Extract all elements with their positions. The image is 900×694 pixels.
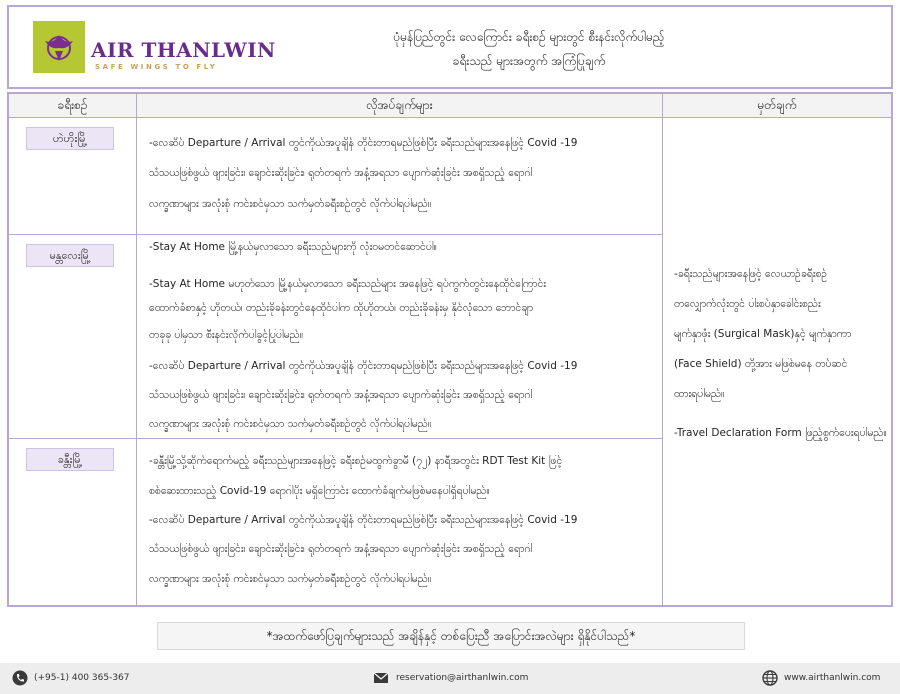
globe-icon <box>762 670 778 686</box>
brand-tagline: SAFE WINGS TO FLY <box>95 63 218 71</box>
column-header-requirements: လိုအပ်ချက်များ <box>137 94 662 117</box>
requirement-line: -Stay At Home မဟုတ်သော မြို့နယ်မှလာသော ခရီးသည်များ အနေဖြင့် ရပ်ကွက်တွင်းနေထိုင်ကြောင်း <box>149 278 546 290</box>
route-label-mandalay: မန္တလေးမြို့ <box>26 244 114 267</box>
footer-website[interactable] <box>762 669 880 687</box>
disclaimer-notice: *အထက်ဖော်ပြချက်များသည် အချိန်နှင့် တစ်ပြေးညီ အပြောင်းအလဲများ ရှိနိုင်ပါသည်* <box>157 622 745 650</box>
page-title-line1: ပုံမှန်ပြည်တွင်း လေကြောင်း ခရီးစဉ် များတွင် စီးနင်းလိုက်ပါမည့် <box>393 30 665 44</box>
requirement-line: သံသယဖြစ်ဖွယ် ဖျားခြင်း၊ ချောင်းဆိုးခြင်း၊ ရုတ်တရက် အနံ့အရသာ ပျောက်ဆုံးခြင်း အစရှိသည့် ရောဂါ <box>149 389 533 401</box>
advisory-table <box>7 92 893 607</box>
row-divider <box>9 438 662 439</box>
remark-line: မျက်နှာဖုံး (Surgical Mask)နှင့် မျက်နှာကာ <box>674 328 852 340</box>
requirement-line: စစ်ဆေးထားသည့် Covid-19 ရောဂါပိုး မရှိကြောင်း ထောက်ခံချက်မဖြစ်မနေပါရှိရပါမည်။ <box>149 485 490 497</box>
requirement-line: -Stay At Home မြို့နယ်မှလာသော ခရီးသည်များကို လုံးဝမတင်ဆောင်ပါ။ <box>149 241 437 253</box>
route-label-khamti: ခန္တီးမြို့ <box>26 448 114 471</box>
row-divider <box>9 234 662 235</box>
remark-line: -ခရီးသည်များအနေဖြင့် လေယာဉ်ခရီးစဉ် <box>674 268 828 280</box>
remark-line: ထားရပါမည်။ <box>674 388 725 400</box>
requirement-line: လက္ခဏာများ အလုံးစုံ ကင်းစင်မှသာ သက်မှတ်ခရီးစဉ်တွင် လိုက်ပါရပါမည်။ <box>149 573 432 585</box>
footer-email[interactable] <box>372 669 528 687</box>
phoenix-icon <box>33 21 85 73</box>
page-title-line2: ခရီးသည် များအတွက် အကြံပြုချက် <box>452 54 606 68</box>
website-url: www.airthanlwin.com <box>784 673 881 683</box>
requirement-line: -ခန္တီးမြို့သို့ဆိုက်ရောက်မည့် ခရီးသည်များအနေဖြင့် ခရီးစဉ်မထွက်ခွာမီ (၇၂) နာရီအတွင်း RDT Test Kit ဖြင့် <box>149 455 563 467</box>
phone-number: (+95-1) 400 365-367 <box>34 673 130 683</box>
column-divider <box>136 94 137 605</box>
footer <box>0 663 900 694</box>
phone-icon <box>12 670 28 686</box>
column-header-route: ခရီးစဉ် <box>9 94 136 117</box>
requirement-line: ထောက်ခံစာနှင့် ဟိုတယ်၊ တည်းခိုခန်းတွင်နေထိုင်ပါက ထိုဟိုတယ်၊ တည်းခိုခန်းမှ နိုင်လုံသော ဘောင်ချာ <box>149 302 534 314</box>
requirement-line: တခုခု ပါမှသာ စီးနင်းလိုက်ပါခွင့်ပြုပါမည်။ <box>149 329 304 341</box>
remark-line: -Travel Declaration Form ဖြည့်စွက်ပေးရပါမည်။ <box>674 427 887 439</box>
requirement-line: -လေဆိပ် Departure / Arrival တွင်ကိုယ်အပူချိန် တိုင်းတာရမည်ဖြစ်ပြီး ခရီးသည်များအနေဖြင့် Covid -19 <box>149 514 578 526</box>
brand-logo[interactable] <box>33 21 85 73</box>
requirement-line: -လေဆိပ် Departure / Arrival တွင်ကိုယ်အပူချိန် တိုင်းတာရမည်ဖြစ်ပြီး ခရီးသည်များအနေဖြင့် Covid -19 <box>149 137 578 149</box>
requirement-line: သံသယဖြစ်ဖွယ် ဖျားခြင်း၊ ချောင်းဆိုးခြင်း၊ ရုတ်တရက် အနံ့အရသာ ပျောက်ဆုံးခြင်း အစရှိသည့် ရောဂါ <box>149 167 533 179</box>
column-header-remarks: မှတ်ချက် <box>663 94 891 117</box>
requirement-line: လက္ခဏာများ အလုံးစုံ ကင်းစင်မှသာ သက်မှတ်ခရီးစဉ်တွင် လိုက်ပါရပါမည်။ <box>149 198 432 210</box>
footer-phone[interactable] <box>12 669 130 687</box>
remark-line: (Face Shield) တို့အား မဖြစ်မနေ တပ်ဆင် <box>674 358 848 370</box>
remark-line: တလျှောက်လုံးတွင် ပါးစပ်နှာခေါင်းစည်း <box>674 298 821 310</box>
row-divider <box>9 117 891 118</box>
route-label-heho: ဟဲဟိုးမြို့ <box>26 127 114 150</box>
email-icon <box>372 670 390 686</box>
header <box>7 5 893 89</box>
email-address: reservation@airthanlwin.com <box>396 673 529 683</box>
requirement-line: လက္ခဏာများ အလုံးစုံ ကင်းစင်မှသာ သက်မှတ်ခရီးစဉ်တွင် လိုက်ပါရပါမည်။ <box>149 418 432 430</box>
requirement-line: သံသယဖြစ်ဖွယ် ဖျားခြင်း၊ ချောင်းဆိုးခြင်း၊ ရုတ်တရက် အနံ့အရသာ ပျောက်ဆုံးခြင်း အစရှိသည့် ရောဂါ <box>149 543 533 555</box>
requirement-line: -လေဆိပ် Departure / Arrival တွင်ကိုယ်အပူချိန် တိုင်းတာရမည်ဖြစ်ပြီး ခရီးသည်များအနေဖြင့် Covid -19 <box>149 360 578 372</box>
brand-name: AIR THANLWIN <box>91 38 276 62</box>
